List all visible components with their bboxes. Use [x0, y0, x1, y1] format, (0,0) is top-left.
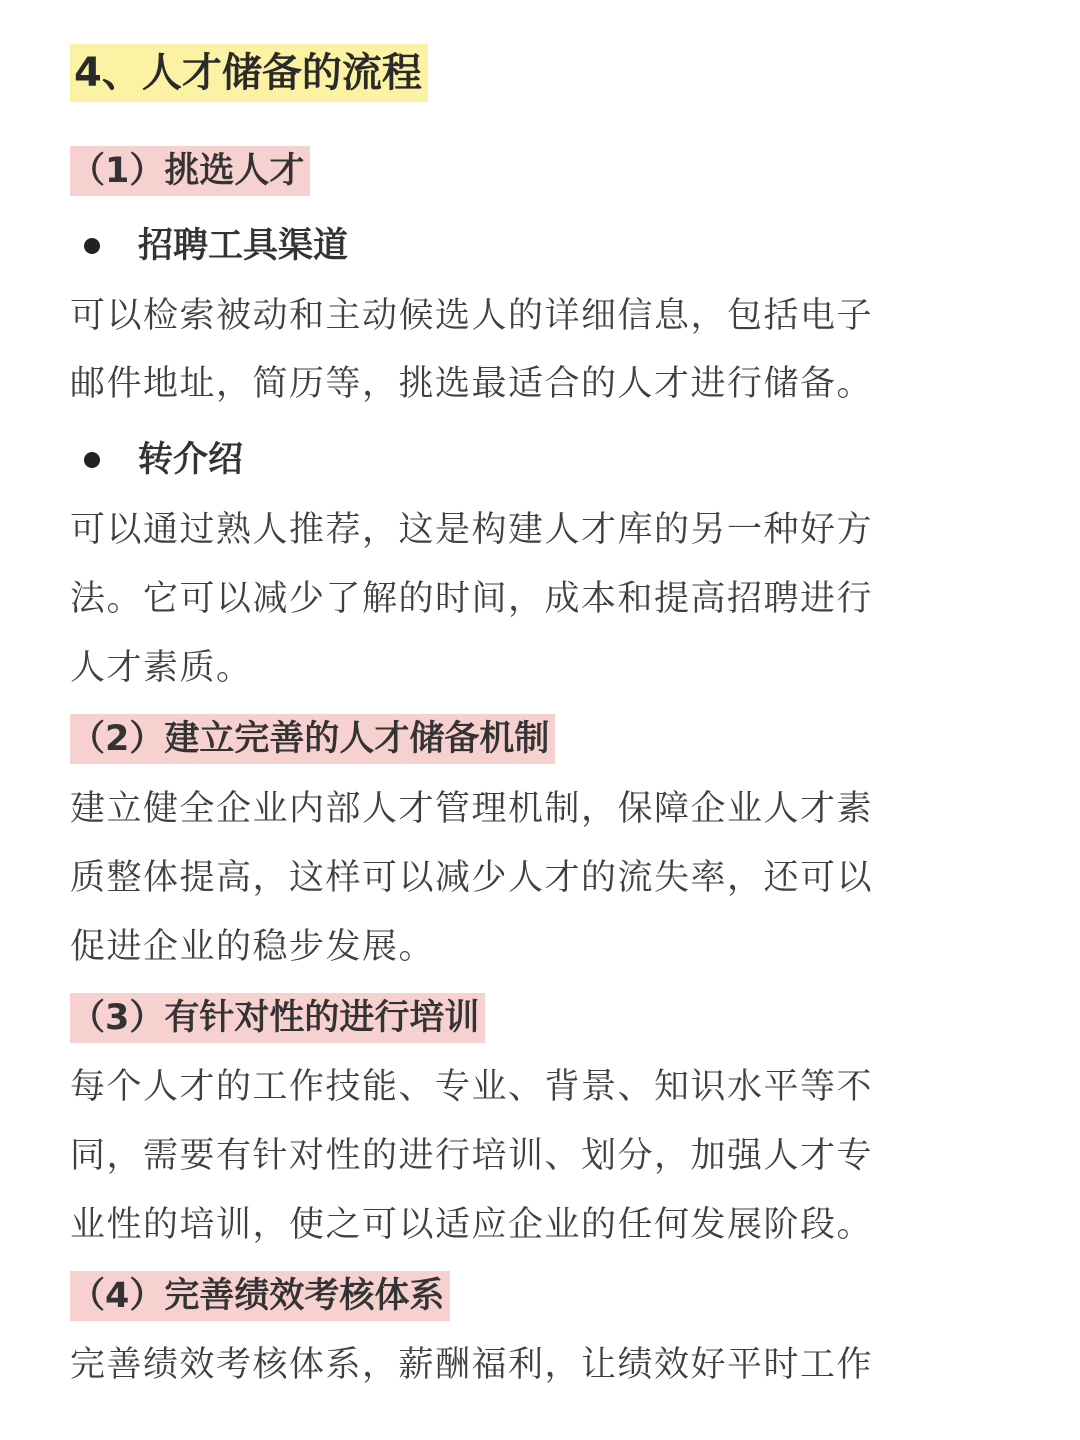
section-heading-select-talent: （1）挑选人才: [70, 146, 310, 196]
bullet-label-referral: 转介绍: [138, 440, 244, 480]
section-heading-targeted-training: （3）有针对性的进行培训: [70, 993, 485, 1043]
paragraph-line: 每个人才的工作技能、专业、背景、知识水平等不: [70, 1067, 874, 1107]
bullet-dot-icon: [84, 452, 100, 468]
section-heading-reserve-mechanism: （2）建立完善的人才储备机制: [70, 714, 555, 764]
paragraph-line: 可以检索被动和主动候选人的详细信息，包括电子: [70, 296, 874, 336]
paragraph-line: 人才素质。: [70, 648, 253, 688]
paragraph-line: 同，需要有针对性的进行培训、划分，加强人才专: [70, 1136, 874, 1176]
paragraph-line: 业性的培训，使之可以适应企业的任何发展阶段。: [70, 1205, 874, 1245]
paragraph-line: 法。它可以减少了解的时间，成本和提高招聘进行: [70, 579, 874, 619]
section-heading-performance-appraisal: （4）完善绩效考核体系: [70, 1271, 450, 1321]
bullet-label-recruitment-tools: 招聘工具渠道: [138, 226, 349, 266]
page-title: 4、人才储备的流程: [70, 44, 428, 102]
paragraph-line: 质整体提高，这样可以减少人才的流失率，还可以: [70, 858, 874, 898]
paragraph-line: 促进企业的稳步发展。: [70, 927, 436, 967]
paragraph-line: 建立健全企业内部人才管理机制，保障企业人才素: [70, 789, 874, 829]
paragraph-line: 完善绩效考核体系，薪酬福利，让绩效好平时工作: [70, 1345, 874, 1385]
paragraph-line: 可以通过熟人推荐，这是构建人才库的另一种好方: [70, 510, 874, 550]
bullet-dot-icon: [84, 238, 100, 254]
paragraph-line: 邮件地址，简历等，挑选最适合的人才进行储备。: [70, 364, 874, 404]
